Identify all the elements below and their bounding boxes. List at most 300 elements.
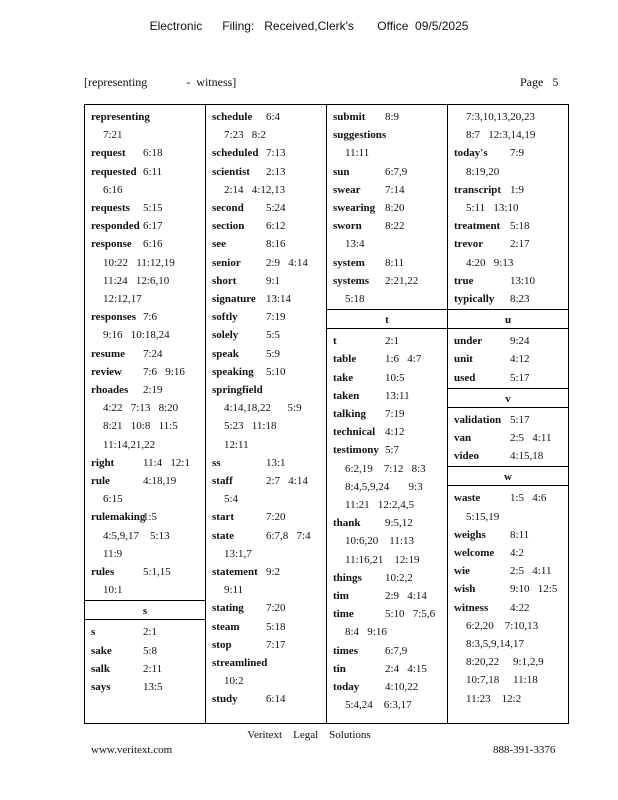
page-line-refs: 6:18: [143, 147, 163, 160]
continued-refs: 2:14 4:12,13: [224, 183, 286, 196]
page-line-refs: 4:22: [510, 601, 530, 614]
index-term: talking: [333, 408, 367, 420]
index-term: state: [212, 529, 234, 542]
page-line-refs: 8:20: [385, 202, 405, 214]
footer-company: Veritext Legal Solutions: [247, 729, 371, 741]
index-entry: [91, 108, 150, 126]
page-line-refs: 1:9: [510, 183, 525, 196]
index-entry: [212, 381, 263, 399]
footer-website: www.veritext.com: [91, 744, 173, 756]
page-line-refs: 13:10: [510, 274, 536, 287]
page-line-refs: 11:4 12:1: [143, 456, 190, 469]
page-line-refs: 2:9 4:14: [266, 256, 308, 269]
continued-refs: 9:11: [224, 584, 244, 597]
page-number: Page 5: [520, 75, 559, 89]
continued-refs: 11:21 12:2,4,5: [345, 499, 414, 511]
page-line-refs: 4:2: [510, 547, 525, 559]
page-line-refs: 5:7: [385, 444, 400, 457]
index-term: tin: [333, 662, 346, 675]
index-term: today: [333, 681, 360, 693]
section-letter-header: u: [448, 309, 568, 329]
index-entry: [212, 599, 244, 617]
index-entry: [91, 660, 110, 678]
index-term: response: [91, 238, 132, 251]
page-line-refs: 7:19: [266, 311, 286, 324]
index-entry: [454, 369, 475, 387]
continued-refs: 4:20 9:13: [466, 256, 514, 269]
index-entry: [212, 654, 267, 672]
index-term: study: [212, 693, 238, 706]
index-entry: [212, 254, 241, 272]
index-entry: [333, 272, 369, 290]
footer-phone: 888-391-3376: [493, 744, 556, 756]
index-entry: [91, 199, 130, 217]
index-column-4: [448, 105, 568, 723]
index-entry: [333, 587, 349, 605]
index-entry: [454, 350, 473, 368]
index-term: rulemaking: [91, 511, 146, 524]
index-entry: [91, 472, 110, 490]
index-term: rules: [91, 566, 115, 578]
continued-refs: 7:23 8:2: [224, 129, 266, 142]
page-line-refs: 8:23: [510, 293, 530, 305]
page-line-refs: 7:14: [385, 183, 405, 196]
continued-refs: 10:1: [103, 584, 123, 597]
page-line-refs: 2:21,22: [385, 274, 419, 287]
index-entry: [91, 363, 122, 381]
continued-refs: 4:14,18,22 5:9: [224, 402, 302, 415]
index-column-3: [327, 105, 448, 723]
index-term: stop: [212, 638, 232, 651]
page-line-refs: 5:1,15: [143, 566, 171, 578]
page-line-refs: 5:15: [143, 202, 163, 214]
index-entry: [91, 308, 136, 326]
continued-refs: 7:21: [103, 129, 123, 142]
page-line-refs: 7:19: [385, 408, 405, 420]
index-term: says: [91, 681, 111, 693]
page-line-refs: 4:12: [385, 426, 405, 439]
continued-refs: 12:11: [224, 438, 249, 451]
index-entry: [454, 599, 488, 617]
index-entry: [333, 369, 353, 387]
index-entry: [91, 381, 128, 399]
index-term: typically: [454, 293, 495, 305]
index-term: responded: [91, 220, 140, 233]
index-entry: [454, 144, 488, 162]
index-entry: [212, 235, 226, 253]
continued-refs: 5:4: [224, 493, 239, 506]
index-term: scientist: [212, 165, 250, 178]
index-entry: [454, 489, 480, 507]
index-entry: [212, 508, 234, 526]
page-line-refs: 5:17: [510, 371, 530, 384]
page-line-refs: 13:11: [385, 389, 410, 402]
index-entry: [212, 563, 258, 581]
index-term: signature: [212, 293, 256, 305]
index-entry: [91, 678, 111, 696]
index-entry: [454, 429, 471, 447]
index-term: stating: [212, 602, 244, 615]
index-term: streamlined: [212, 657, 268, 669]
continued-refs: 10:2: [224, 675, 244, 688]
page-line-refs: 2:13: [266, 165, 286, 178]
index-term: springfield: [212, 384, 263, 396]
page-line-refs: 7:6: [143, 311, 158, 324]
continued-refs: 5:11 13:10: [466, 202, 519, 214]
index-term: salk: [91, 662, 110, 675]
page-line-refs: 6:7,8 7:4: [266, 529, 311, 542]
index-term: responses: [91, 311, 137, 324]
index-term: witness: [454, 601, 489, 614]
page-line-refs: 7:13: [266, 147, 286, 160]
index-term: wie: [454, 565, 470, 578]
index-entry: [333, 569, 362, 587]
page-line-refs: 1:5: [143, 511, 158, 524]
index-term: time: [333, 608, 354, 621]
index-column-1: [85, 105, 206, 723]
index-entry: [454, 332, 482, 350]
index-term: softly: [212, 311, 238, 324]
page-line-refs: 9:2: [266, 566, 281, 578]
continued-refs: 6:2,19 7:12 8:3: [345, 462, 426, 475]
index-entry: [91, 345, 125, 363]
index-entry: [212, 108, 252, 126]
page-line-refs: 8:16: [266, 238, 286, 251]
continued-refs: 4:22 7:13 8:20: [103, 402, 179, 415]
index-term: request: [91, 147, 126, 160]
index-entry: [212, 618, 240, 636]
index-term: take: [333, 371, 354, 384]
index-entry: [333, 514, 361, 532]
page-line-refs: 5:10 7:5,6: [385, 608, 436, 621]
page-line-refs: 13:1: [266, 456, 286, 469]
page-line-refs: 2:17: [510, 238, 530, 251]
continued-refs: 8:4,5,9,24 9:3: [345, 480, 423, 493]
index-entry: [212, 636, 232, 654]
index-term: second: [212, 202, 244, 214]
index-entry: [333, 405, 366, 423]
continued-refs: 11:24 12:6,10: [103, 274, 170, 287]
index-entry: [454, 562, 470, 580]
index-term: transcript: [454, 183, 502, 196]
index-term: table: [333, 353, 357, 366]
index-term: swear: [333, 183, 361, 196]
index-term: submit: [333, 111, 366, 123]
index-entry: [333, 163, 350, 181]
index-term: steam: [212, 620, 240, 633]
page-line-refs: 2:1: [143, 626, 158, 639]
page-line-refs: 5:8: [143, 644, 158, 657]
section-letter-header: s: [85, 600, 205, 620]
continued-refs: 8:20,22 9:1,2,9: [466, 656, 544, 669]
index-term: representing: [91, 111, 150, 123]
index-term: senior: [212, 256, 241, 269]
index-term: testimony: [333, 444, 379, 457]
index-term: validation: [454, 413, 502, 426]
index-term: s: [91, 626, 96, 639]
continued-refs: 10:6,20 11:13: [345, 535, 414, 548]
index-term: suggestions: [333, 129, 387, 142]
index-entry: [454, 411, 501, 429]
page-line-refs: 1:5 4:6: [510, 492, 547, 505]
index-entry: [91, 454, 114, 472]
continued-refs: 5:18: [345, 293, 365, 305]
index-entry: [212, 217, 244, 235]
index-term: staff: [212, 475, 233, 487]
page-line-refs: 7:6 9:16: [143, 365, 185, 378]
page-line-refs: 6:17: [143, 220, 163, 233]
continued-refs: 8:19,20: [466, 165, 500, 178]
continued-refs: 5:4,24 6:3,17: [345, 699, 412, 712]
index-entry: [333, 387, 359, 405]
page-line-refs: 2:9 4:14: [385, 590, 427, 602]
continued-refs: 10:7,18 11:18: [466, 674, 538, 687]
page-line-refs: 2:5 4:11: [510, 565, 552, 578]
index-term: rule: [91, 475, 110, 487]
index-term: systems: [333, 274, 370, 287]
page-line-refs: 2:7 4:14: [266, 475, 308, 487]
index-range: [representing - witness]: [84, 75, 237, 89]
index-term: system: [333, 256, 365, 269]
page-line-refs: 5:18: [510, 220, 530, 233]
index-entry: [212, 199, 244, 217]
index-term: solely: [212, 329, 239, 342]
filing-stamp: Electronic Filing: Received,Clerk's Office 09/5/2025: [149, 19, 469, 33]
page-line-refs: 13:5: [143, 681, 163, 693]
page-line-refs: 7:24: [143, 347, 163, 360]
page-line-refs: 6:4: [266, 111, 281, 123]
continued-refs: 12:12,17: [103, 293, 142, 305]
index-entry: [454, 290, 494, 308]
index-entry: [333, 332, 337, 350]
page-line-refs: 10:2,2: [385, 571, 413, 584]
page-line-refs: 8:22: [385, 220, 405, 233]
index-entry: [333, 181, 361, 199]
page-line-refs: 6:7,9: [385, 165, 408, 178]
index-term: welcome: [454, 547, 495, 559]
index-term: today's: [454, 147, 488, 160]
index-term: weighs: [454, 528, 486, 541]
index-entry: [212, 472, 233, 490]
continued-refs: 11:16,21 12:19: [345, 553, 420, 566]
index-term: times: [333, 644, 359, 657]
index-entry: [212, 345, 239, 363]
index-entry: [333, 254, 365, 272]
index-entry: [212, 290, 256, 308]
page-line-refs: 2:1: [385, 335, 400, 348]
index-entry: [333, 423, 375, 441]
index-entry: [91, 623, 95, 641]
section-letter-header: v: [448, 388, 568, 408]
page-line-refs: 6:16: [143, 238, 163, 251]
index-entry: [454, 181, 501, 199]
page-line-refs: 9:10 12:5: [510, 583, 558, 596]
page-line-refs: 8:11: [510, 528, 530, 541]
continued-refs: 11:14,21,22: [103, 438, 156, 451]
index-term: swearing: [333, 202, 376, 214]
page-line-refs: 2:5 4:11: [510, 432, 552, 444]
index-term: resume: [91, 347, 126, 360]
page-line-refs: 10:5: [385, 371, 405, 384]
page-line-refs: 7:20: [266, 602, 286, 615]
continued-refs: 6:16: [103, 183, 123, 196]
continued-refs: 13:4: [345, 238, 365, 251]
index-term: schedule: [212, 111, 253, 123]
index-entry: [333, 126, 386, 144]
page-line-refs: 2:11: [143, 662, 163, 675]
index-entry: [454, 580, 475, 598]
index-term: used: [454, 371, 476, 384]
page-line-refs: 5:10: [266, 365, 286, 378]
index-entry: [212, 308, 238, 326]
continued-refs: 8:21 10:8 11:5: [103, 420, 178, 433]
index-entry: [212, 326, 238, 344]
page-line-refs: 2:19: [143, 384, 163, 396]
page-line-refs: 9:1: [266, 274, 281, 287]
index-entry: [333, 660, 346, 678]
index-term: see: [212, 238, 227, 251]
continued-refs: 13:1,7: [224, 547, 252, 560]
index-term: sworn: [333, 220, 362, 233]
index-term: van: [454, 432, 472, 444]
index-term: section: [212, 220, 245, 233]
continued-refs: 10:22 11:12,19: [103, 256, 175, 269]
page-line-refs: 6:14: [266, 693, 286, 706]
index-entry: [454, 526, 486, 544]
index-entry: [454, 447, 479, 465]
page-line-refs: 4:10,22: [385, 681, 419, 693]
page-line-refs: 5:9: [266, 347, 281, 360]
index-entry: [333, 217, 362, 235]
continued-refs: 5:15,19: [466, 510, 500, 523]
continued-refs: 11:23 12:2: [466, 692, 522, 705]
page-line-refs: 8:9: [385, 111, 400, 123]
continued-refs: 5:23 11:18: [224, 420, 277, 433]
index-entry: [333, 199, 375, 217]
index-entry: [91, 235, 132, 253]
continued-refs: 11:9: [103, 547, 123, 560]
index-term: statement: [212, 566, 258, 578]
page-line-refs: 9:24: [510, 335, 530, 348]
page-line-refs: 4:15,18: [510, 450, 544, 463]
index-entry: [91, 508, 145, 526]
page-line-refs: 7:20: [266, 511, 286, 524]
continued-refs: 6:2,20 7:10,13: [466, 619, 539, 632]
page-line-refs: 6:11: [143, 165, 163, 178]
index-term: speaking: [212, 365, 254, 378]
index-entry: [333, 350, 356, 368]
index-entry: [212, 272, 236, 290]
index-term: video: [454, 450, 480, 463]
index-term: taken: [333, 389, 360, 402]
index-term: rhoades: [91, 384, 129, 396]
section-letter-header: t: [327, 309, 447, 329]
index-entry: [333, 441, 379, 459]
index-term: ss: [212, 456, 221, 469]
index-term: treatment: [454, 220, 501, 233]
index-term: trevor: [454, 238, 484, 251]
page-line-refs: 7:17: [266, 638, 286, 651]
continued-refs: 8:7 12:3,14,19: [466, 129, 536, 142]
index-term: requests: [91, 202, 130, 214]
page-line-refs: 1:6 4:7: [385, 353, 422, 366]
index-term: technical: [333, 426, 376, 439]
index-column-2: [206, 105, 327, 723]
word-index-table: [84, 104, 569, 724]
page-line-refs: 4:18,19: [143, 475, 177, 487]
continued-refs: 6:15: [103, 493, 123, 506]
index-entry: [212, 454, 221, 472]
index-entry: [333, 605, 354, 623]
continued-refs: 4:5,9,17 5:13: [103, 529, 170, 542]
index-entry: [91, 563, 114, 581]
index-term: under: [454, 335, 483, 348]
index-entry: [454, 217, 500, 235]
page-line-refs: 6:7,9: [385, 644, 408, 657]
index-term: tim: [333, 590, 349, 602]
index-term: scheduled: [212, 147, 259, 160]
page-line-refs: 13:14: [266, 293, 292, 305]
page-line-refs: 5:17: [510, 413, 530, 426]
page-line-refs: 5:5: [266, 329, 281, 342]
index-term: review: [91, 365, 122, 378]
index-term: requested: [91, 165, 137, 178]
index-term: speak: [212, 347, 239, 360]
page-line-refs: 5:24: [266, 202, 286, 214]
index-term: sun: [333, 165, 350, 178]
index-entry: [454, 272, 474, 290]
page-line-refs: 5:18: [266, 620, 286, 633]
continued-refs: 11:11: [345, 147, 370, 160]
index-entry: [333, 642, 358, 660]
index-term: short: [212, 274, 237, 287]
continued-refs: 8:4 9:16: [345, 626, 387, 639]
index-term: true: [454, 274, 474, 287]
page-line-refs: 4:12: [510, 353, 530, 366]
continued-refs: 7:3,10,13,20,23: [466, 111, 536, 123]
index-term: sake: [91, 644, 112, 657]
index-term: unit: [454, 353, 473, 366]
index-entry: [212, 690, 238, 708]
index-term: waste: [454, 492, 481, 505]
index-term: wish: [454, 583, 476, 596]
continued-refs: 9:16 10:18,24: [103, 329, 170, 342]
index-entry: [454, 544, 494, 562]
page-line-refs: 2:4 4:15: [385, 662, 427, 675]
index-entry: [212, 527, 234, 545]
page-line-refs: 7:9: [510, 147, 525, 160]
index-entry: [333, 678, 359, 696]
index-term: start: [212, 511, 234, 524]
index-entry: [212, 163, 250, 181]
index-entry: [333, 108, 365, 126]
page-line-refs: 6:12: [266, 220, 286, 233]
index-entry: [212, 144, 258, 162]
index-entry: [212, 363, 254, 381]
index-term: t: [333, 335, 337, 348]
index-term: things: [333, 571, 362, 584]
index-entry: [91, 217, 140, 235]
index-entry: [91, 144, 126, 162]
page-line-refs: 8:11: [385, 256, 405, 269]
index-term: right: [91, 456, 115, 469]
continued-refs: 8:3,5,9,14,17: [466, 638, 525, 650]
index-term: thank: [333, 517, 361, 530]
index-entry: [91, 163, 137, 181]
section-letter-header: w: [448, 466, 568, 486]
index-entry: [91, 642, 112, 660]
page-line-refs: 9:5,12: [385, 517, 413, 530]
